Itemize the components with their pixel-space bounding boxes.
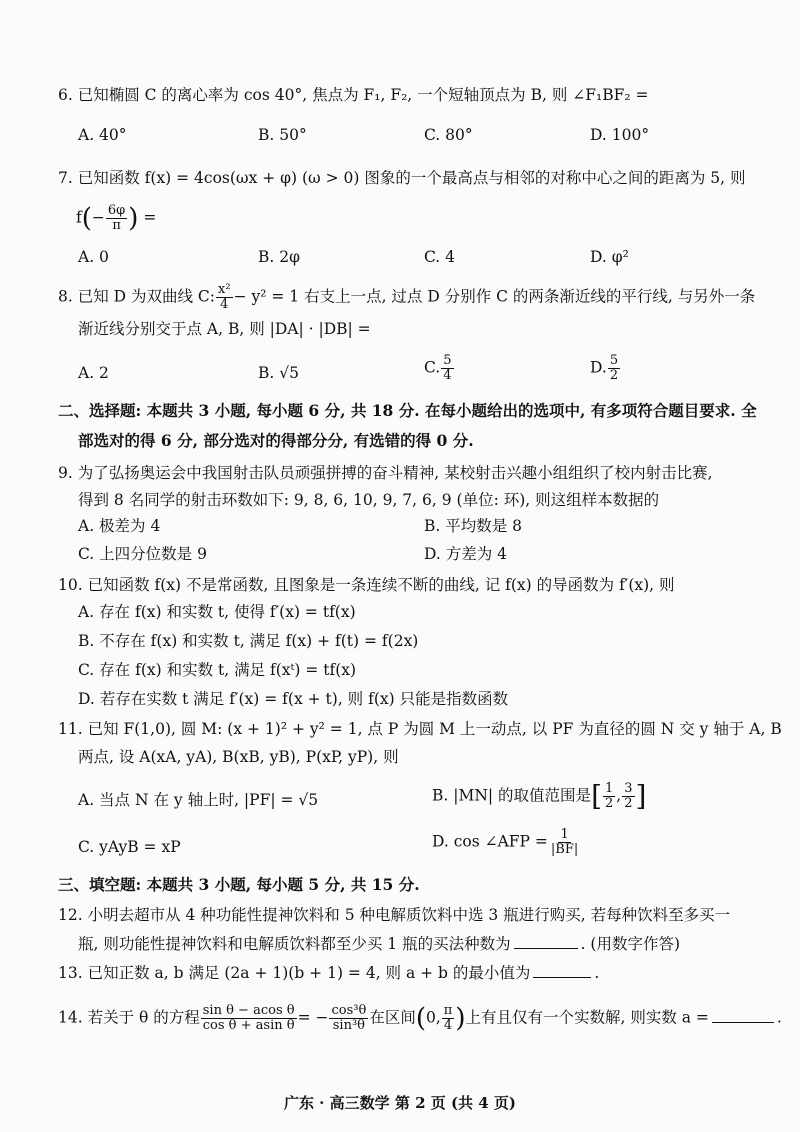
section2-heading-line1: 二、选择题: 本题共 3 小题, 每小题 6 分, 共 18 分. 在每小题给出的选项中, 有多项符合题目要求. 全: [58, 401, 757, 420]
q11-opt-d-fraction: [549, 828, 580, 857]
q11-option-b: B. |MN| 的取值范围是[ $\frac{1}{2}$ , $\frac{3}{2}$ ]: [432, 779, 647, 813]
q7-expr-tail: =: [143, 208, 157, 227]
q9-option-d: D. 方差为 4: [424, 545, 508, 563]
q14-rhs-num: cos³θ: [331, 1003, 367, 1018]
q13-answer-blank[interactable]: [533, 961, 591, 978]
q14-paren-close: ): [455, 1003, 466, 1034]
q9-stem-line2: 得到 8 名同学的射击环数如下: 9, 8, 6, 10, 9, 7, 6, 9 (单位: 环), 则这组样本数据的: [78, 491, 660, 509]
q9-option-c: C. 上四分位数是 9: [78, 545, 207, 563]
q11-opt-b-num2: 3: [624, 781, 633, 796]
q8-stem-b: − y² = 1 右支上一点, 过点 D 分别作 C 的两条渐近线的平行线, 与另外一条: [233, 287, 756, 306]
q8-stem-c: 渐近线分别交于点 A, B, 则 |DA| · |DB| =: [78, 320, 371, 338]
q11-opt-d-text: D. cos ∠AFP =: [432, 832, 548, 851]
q11-option-a: A. 当点 N 在 y 轴上时, |PF| = √5: [78, 791, 319, 809]
q14-answer-blank[interactable]: [712, 1006, 774, 1023]
q6-option-d: D. 100°: [590, 126, 650, 144]
q11-option-d: [432, 828, 581, 857]
q14-interval-num: π: [443, 1003, 453, 1018]
q10-option-b: B. 不存在 f(x) 和实数 t, 满足 f(x) + f(t) = f(2x): [78, 632, 419, 650]
q10-stem: 10. 已知函数 f(x) 不是常函数, 且图象是一条连续不断的曲线, 记 f(x) 的导函数为 f′(x), 则: [58, 576, 675, 594]
q11-option-c: C. yAyB = xP: [78, 838, 181, 856]
q8-opt-d-num: 5: [609, 353, 619, 368]
q8-stem-line1: [58, 283, 755, 312]
q14-end: .: [776, 1008, 782, 1027]
q14-rhs-den: sin³θ: [332, 1018, 366, 1033]
q7-option-c: C. 4: [424, 248, 456, 266]
q14-line: [58, 1004, 782, 1033]
q7-option-d: D. φ²: [590, 248, 629, 266]
q9-option-b: B. 平均数是 8: [424, 517, 523, 535]
q11-opt-b-frac2: [622, 782, 634, 811]
q6-option-a: A. 40°: [78, 126, 127, 144]
page-footer: 广东 · 高三数学 第 2 页 (共 4 页): [283, 1094, 517, 1112]
q7-paren-open: (: [81, 203, 92, 234]
q12-line2-text: 瓶, 则功能性提神饮料和电解质饮料都至少买 1 瓶的买法种数为: [78, 935, 511, 953]
q11-bracket-close: ]: [635, 779, 647, 813]
q8-opt-c-den: 4: [443, 368, 452, 383]
q8-option-b: B. √5: [258, 364, 299, 382]
q14-mid: 在区间: [369, 1008, 416, 1027]
q14-tail: 上有且仅有一个实数解, 则实数 a =: [465, 1008, 709, 1027]
q11-stem-line1: 11. 已知 F(1,0), 圆 M: (x + 1)² + y² = 1, 点 P 为圆 M 上一动点, 以 PF 为直径的圆 N 交 y 轴于 A, B: [58, 720, 782, 738]
q8-opt-c-fraction: [441, 354, 453, 383]
q11-opt-b-frac1: [603, 782, 615, 811]
q14-paren-open: (: [415, 1003, 426, 1034]
q14-rhs-fraction: [329, 1004, 368, 1033]
q7-expr-lead: f: [76, 208, 82, 227]
q11-opt-b-den2: 2: [624, 796, 633, 811]
q7-option-b: B. 2φ: [258, 248, 300, 266]
q8-curve-den: 4: [220, 297, 229, 312]
q14-eq: = −: [297, 1008, 329, 1027]
q7-fraction: [106, 204, 127, 233]
q8-option-c: [424, 354, 455, 383]
q8-opt-c-label: C.: [424, 358, 441, 377]
q9-stem-line1: 9. 为了弘扬奥运会中我国射击队员顽强拼搏的奋斗精神, 某校射击兴趣小组组织了校内射击比赛,: [58, 464, 713, 482]
q8-option-d: [590, 354, 621, 383]
q10-option-a: A. 存在 f(x) 和实数 t, 使得 f′(x) = tf(x): [78, 603, 356, 621]
q14-lhs-num: sin θ − acos θ: [202, 1003, 295, 1018]
q8-opt-c-num: 5: [443, 353, 452, 368]
q8-option-a: A. 2: [78, 364, 109, 382]
section2-heading-line2: 部选对的得 6 分, 部分选对的得部分分, 有选错的得 0 分.: [78, 431, 474, 450]
q8-curve-fraction: [216, 283, 233, 312]
q12-line2: [78, 932, 680, 955]
q12-line1: 12. 小明去超市从 4 种功能性提神饮料和 5 种电解质饮料中选 3 瓶进行购买, 若每种饮料至多买一: [58, 906, 731, 924]
q6-stem: 6. 已知椭圆 C 的离心率为 cos 40°, 焦点为 F₁, F₂, 一个短轴顶点为 B, 则 ∠F₁BF₂ =: [58, 86, 649, 104]
q12-line2-end: . (用数字作答): [580, 935, 681, 953]
q11-opt-b-text: B. |MN| 的取值范围是: [432, 786, 592, 805]
q8-curve-num: x²: [218, 282, 231, 297]
q14-interval-fraction: [442, 1004, 455, 1033]
q14-lhs-den: cos θ + asin θ: [202, 1018, 295, 1033]
q14-interval-den: 4: [443, 1018, 453, 1033]
q13-line: [58, 961, 599, 984]
q14-lead: 14. 若关于 θ 的方程: [58, 1008, 200, 1027]
q10-option-c: C. 存在 f(x) 和实数 t, 满足 f(xᵗ) = tf(x): [78, 661, 357, 679]
q8-opt-d-fraction: [608, 354, 620, 383]
q8-opt-d-den: 2: [609, 368, 619, 383]
q8-opt-d-label: D.: [590, 358, 607, 377]
q6-option-b: B. 50°: [258, 126, 307, 144]
section3-heading: 三、填空题: 本题共 3 小题, 每小题 5 分, 共 15 分.: [58, 875, 420, 894]
q9-option-a: A. 极差为 4: [78, 517, 161, 535]
q8-stem-a: 8. 已知 D 为双曲线 C:: [58, 287, 216, 306]
q11-bracket-open: [: [591, 779, 602, 813]
q7-stem: 7. 已知函数 f(x) = 4cos(ωx + φ) (ω > 0) 图象的一个最高点与相邻的对称中心之间的距离为 5, 则: [58, 169, 746, 187]
q11-opt-d-den: |BF|: [550, 842, 579, 857]
q11-stem-line2: 两点, 设 A(xA, yA), B(xB, yB), P(xP, yP), 则: [78, 748, 399, 766]
q11-opt-d-num: 1: [560, 827, 569, 842]
q7-option-a: A. 0: [78, 248, 109, 266]
q14-interval-left: 0,: [425, 1008, 441, 1027]
q13-text: 13. 已知正数 a, b 满足 (2a + 1)(b + 1) = 4, 则 a + b 的最小值为: [58, 964, 531, 982]
q12-answer-blank[interactable]: [514, 932, 578, 949]
q7-paren-close: ): [128, 203, 139, 234]
q10-option-d: D. 若存在实数 t 满足 f′(x) = f(x + t), 则 f(x) 只能是指数函数: [78, 690, 509, 708]
q11-opt-b-den1: 2: [605, 796, 614, 811]
q11-opt-b-num1: 1: [605, 781, 614, 796]
q7-frac-num: 6φ: [107, 203, 126, 218]
q7-expression: f(− $\frac{6\varphi}{\pi}$ ) =: [76, 203, 157, 234]
q13-end: .: [594, 964, 600, 982]
q6-option-c: C. 80°: [424, 126, 473, 144]
q14-lhs-fraction: [201, 1004, 297, 1033]
q7-frac-den: π: [112, 218, 121, 233]
